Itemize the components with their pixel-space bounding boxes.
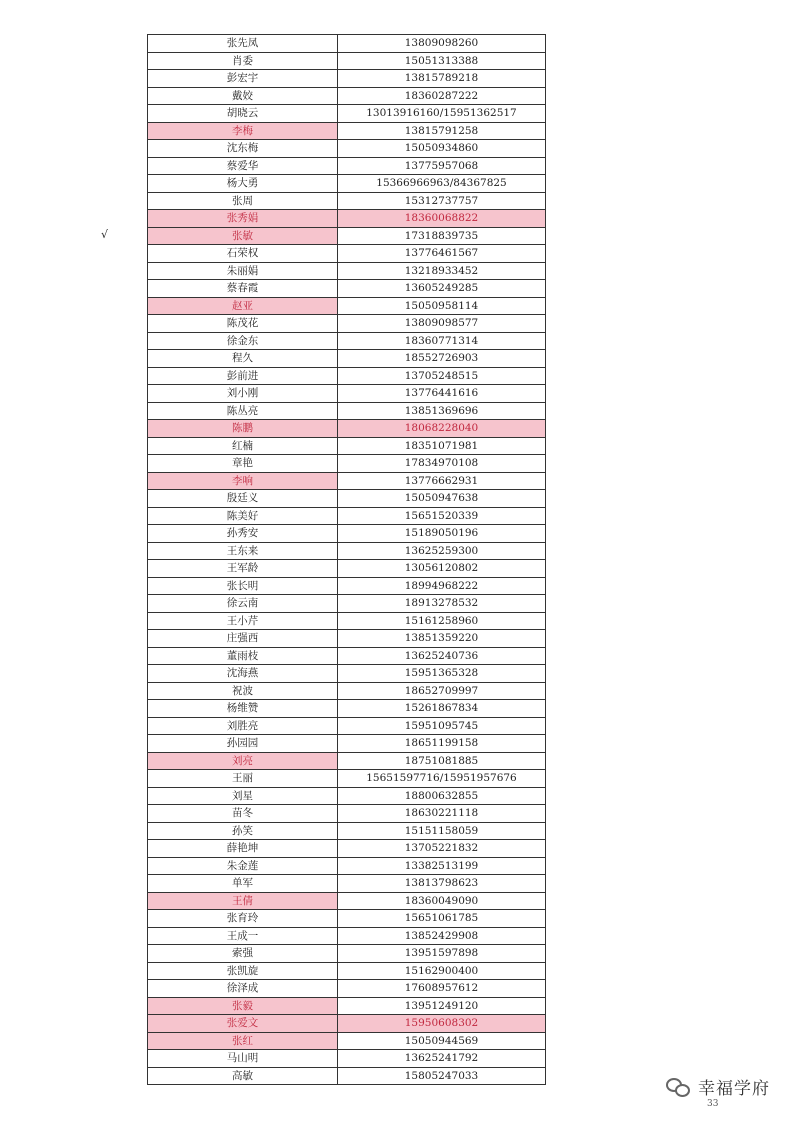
name-cell: 陈丛亮 xyxy=(148,402,338,420)
phone-cell: 18351071981 xyxy=(338,437,546,455)
phone-cell: 15189050196 xyxy=(338,525,546,543)
page-number: 33 xyxy=(707,1099,719,1109)
name-cell: 索强 xyxy=(148,945,338,963)
table-row xyxy=(148,997,546,1015)
name-cell: 孙园园 xyxy=(148,735,338,753)
phone-cell: 15051313388 xyxy=(338,52,546,70)
phone-cell: 18751081885 xyxy=(338,752,546,770)
table-row xyxy=(148,805,546,823)
phone-cell: 13705221832 xyxy=(338,840,546,858)
phone-cell: 18360049090 xyxy=(338,892,546,910)
phone-cell: 18068228040 xyxy=(338,420,546,438)
table-row xyxy=(148,105,546,123)
phone-cell: 13056120802 xyxy=(338,560,546,578)
name-cell: 刘小刚 xyxy=(148,385,338,403)
table-row xyxy=(148,192,546,210)
name-cell: 彭前进 xyxy=(148,367,338,385)
phone-cell: 18630221118 xyxy=(338,805,546,823)
phone-cell: 13218933452 xyxy=(338,262,546,280)
phone-cell: 18360287222 xyxy=(338,87,546,105)
table-row xyxy=(148,157,546,175)
phone-cell: 13776441616 xyxy=(338,385,546,403)
name-cell: 张育玲 xyxy=(148,910,338,928)
table-row xyxy=(148,210,546,228)
phone-cell: 15151158059 xyxy=(338,822,546,840)
name-cell: 王小芹 xyxy=(148,612,338,630)
contact-table-body xyxy=(148,35,546,1085)
table-row xyxy=(148,840,546,858)
name-cell: 赵亚 xyxy=(148,297,338,315)
phone-cell: 15651520339 xyxy=(338,507,546,525)
phone-cell: 15050958114 xyxy=(338,297,546,315)
table-row xyxy=(148,455,546,473)
phone-cell: 13813798623 xyxy=(338,875,546,893)
table-row xyxy=(148,875,546,893)
table-row xyxy=(148,490,546,508)
brand-name: 幸福学府 xyxy=(698,1079,770,1099)
name-cell: 王军龄 xyxy=(148,560,338,578)
phone-cell: 13851359220 xyxy=(338,630,546,648)
table-row xyxy=(148,717,546,735)
table-row xyxy=(148,647,546,665)
phone-cell: 13776461567 xyxy=(338,245,546,263)
phone-cell: 13382513199 xyxy=(338,857,546,875)
table-row xyxy=(148,577,546,595)
name-cell: 刘星 xyxy=(148,787,338,805)
table-row xyxy=(148,1050,546,1068)
phone-cell: 15050947638 xyxy=(338,490,546,508)
table-row xyxy=(148,980,546,998)
name-cell: 石荣权 xyxy=(148,245,338,263)
phone-cell: 18913278532 xyxy=(338,595,546,613)
name-cell: 孙秀安 xyxy=(148,525,338,543)
phone-cell: 13625240736 xyxy=(338,647,546,665)
table-row xyxy=(148,297,546,315)
name-cell: 章艳 xyxy=(148,455,338,473)
phone-cell: 15312737757 xyxy=(338,192,546,210)
table-row xyxy=(148,560,546,578)
table-row xyxy=(148,735,546,753)
table-row xyxy=(148,350,546,368)
name-cell: 张爱文 xyxy=(148,1015,338,1033)
phone-cell: 15950608302 xyxy=(338,1015,546,1033)
name-cell: 肖委 xyxy=(148,52,338,70)
table-row xyxy=(148,682,546,700)
phone-cell: 13815789218 xyxy=(338,70,546,88)
table-row xyxy=(148,315,546,333)
table-row xyxy=(148,700,546,718)
name-cell: 徐金东 xyxy=(148,332,338,350)
phone-cell: 15161258960 xyxy=(338,612,546,630)
phone-cell: 13851369696 xyxy=(338,402,546,420)
phone-cell: 18994968222 xyxy=(338,577,546,595)
phone-cell: 13852429908 xyxy=(338,927,546,945)
name-cell: 张红 xyxy=(148,1032,338,1050)
phone-cell: 13605249285 xyxy=(338,280,546,298)
name-cell: 蔡爱华 xyxy=(148,157,338,175)
name-cell: 薛艳坤 xyxy=(148,840,338,858)
name-cell: 徐云南 xyxy=(148,595,338,613)
table-row xyxy=(148,630,546,648)
name-cell: 戴姣 xyxy=(148,87,338,105)
phone-cell: 15651061785 xyxy=(338,910,546,928)
name-cell: 张秀娟 xyxy=(148,210,338,228)
name-cell: 陈鹏 xyxy=(148,420,338,438)
table-row xyxy=(148,262,546,280)
name-cell: 董雨枝 xyxy=(148,647,338,665)
name-cell: 陈茂花 xyxy=(148,315,338,333)
table-row xyxy=(148,332,546,350)
phone-cell: 17834970108 xyxy=(338,455,546,473)
phone-cell: 15162900400 xyxy=(338,962,546,980)
phone-cell: 13625259300 xyxy=(338,542,546,560)
table-row xyxy=(148,52,546,70)
table-row xyxy=(148,437,546,455)
table-row xyxy=(148,367,546,385)
phone-cell: 13013916160/15951362517 xyxy=(338,105,546,123)
name-cell: 红楠 xyxy=(148,437,338,455)
name-cell: 高敏 xyxy=(148,1067,338,1085)
table-row xyxy=(148,1015,546,1033)
phone-cell: 18552726903 xyxy=(338,350,546,368)
table-row xyxy=(148,770,546,788)
phone-cell: 15261867834 xyxy=(338,700,546,718)
phone-cell: 17318839735 xyxy=(338,227,546,245)
name-cell: 徐泽成 xyxy=(148,980,338,998)
table-row xyxy=(148,892,546,910)
name-cell: 李响 xyxy=(148,472,338,490)
name-cell: 张敏 xyxy=(148,227,338,245)
phone-cell: 13775957068 xyxy=(338,157,546,175)
phone-cell: 15651597716/15951957676 xyxy=(338,770,546,788)
name-cell: 王成一 xyxy=(148,927,338,945)
phone-cell: 15050944569 xyxy=(338,1032,546,1050)
table-row xyxy=(148,595,546,613)
table-row xyxy=(148,1067,546,1085)
name-cell: 王东来 xyxy=(148,542,338,560)
table-row xyxy=(148,822,546,840)
name-cell: 程久 xyxy=(148,350,338,368)
phone-cell: 13951597898 xyxy=(338,945,546,963)
phone-cell: 17608957612 xyxy=(338,980,546,998)
name-cell: 马山明 xyxy=(148,1050,338,1068)
table-row xyxy=(148,175,546,193)
phone-cell: 13776662931 xyxy=(338,472,546,490)
phone-cell: 15805247033 xyxy=(338,1067,546,1085)
phone-cell: 15366966963/84367825 xyxy=(338,175,546,193)
phone-cell: 18800632855 xyxy=(338,787,546,805)
phone-cell: 13705248515 xyxy=(338,367,546,385)
name-cell: 殷廷义 xyxy=(148,490,338,508)
name-cell: 杨大勇 xyxy=(148,175,338,193)
table-row xyxy=(148,857,546,875)
phone-cell: 18360068822 xyxy=(338,210,546,228)
name-cell: 沈海燕 xyxy=(148,665,338,683)
table-row xyxy=(148,612,546,630)
table-row xyxy=(148,280,546,298)
name-cell: 王丽 xyxy=(148,770,338,788)
table-row xyxy=(148,1032,546,1050)
table-row xyxy=(148,35,546,53)
wechat-logo-icon xyxy=(666,1076,692,1098)
name-cell: 刘亮 xyxy=(148,752,338,770)
phone-cell: 15951095745 xyxy=(338,717,546,735)
table-row xyxy=(148,945,546,963)
phone-cell: 15050934860 xyxy=(338,140,546,158)
phone-cell: 13625241792 xyxy=(338,1050,546,1068)
phone-cell: 18360771314 xyxy=(338,332,546,350)
phone-cell: 13809098577 xyxy=(338,315,546,333)
name-cell: 刘胜亮 xyxy=(148,717,338,735)
table-row xyxy=(148,227,546,245)
phone-cell: 18652709997 xyxy=(338,682,546,700)
name-cell: 祝波 xyxy=(148,682,338,700)
name-cell: 朱丽娟 xyxy=(148,262,338,280)
name-cell: 张长明 xyxy=(148,577,338,595)
name-cell: 陈美好 xyxy=(148,507,338,525)
table-row xyxy=(148,787,546,805)
check-mark: √ xyxy=(101,228,109,241)
table-row xyxy=(148,70,546,88)
name-cell: 彭宏宇 xyxy=(148,70,338,88)
name-cell: 张先凤 xyxy=(148,35,338,53)
name-cell: 李梅 xyxy=(148,122,338,140)
name-cell: 庄强西 xyxy=(148,630,338,648)
name-cell: 沈东梅 xyxy=(148,140,338,158)
table-row xyxy=(148,962,546,980)
name-cell: 苗冬 xyxy=(148,805,338,823)
name-cell: 单军 xyxy=(148,875,338,893)
table-row xyxy=(148,402,546,420)
table-row xyxy=(148,385,546,403)
phone-cell: 13815791258 xyxy=(338,122,546,140)
name-cell: 胡晓云 xyxy=(148,105,338,123)
table-row xyxy=(148,140,546,158)
phone-cell: 13951249120 xyxy=(338,997,546,1015)
name-cell: 王倩 xyxy=(148,892,338,910)
name-cell: 蔡春霞 xyxy=(148,280,338,298)
table-row xyxy=(148,525,546,543)
phone-cell: 18651199158 xyxy=(338,735,546,753)
table-row xyxy=(148,752,546,770)
name-cell: 孙笑 xyxy=(148,822,338,840)
table-row xyxy=(148,665,546,683)
contact-table xyxy=(147,34,546,1085)
table-row xyxy=(148,542,546,560)
name-cell: 张毅 xyxy=(148,997,338,1015)
table-row xyxy=(148,910,546,928)
table-row xyxy=(148,122,546,140)
name-cell: 杨维赞 xyxy=(148,700,338,718)
phone-cell: 13809098260 xyxy=(338,35,546,53)
name-cell: 朱金莲 xyxy=(148,857,338,875)
table-row xyxy=(148,245,546,263)
phone-cell: 15951365328 xyxy=(338,665,546,683)
name-cell: 张周 xyxy=(148,192,338,210)
footer-watermark xyxy=(666,1074,770,1099)
name-cell: 张凯旋 xyxy=(148,962,338,980)
table-row xyxy=(148,472,546,490)
table-row xyxy=(148,927,546,945)
table-row xyxy=(148,420,546,438)
table-row xyxy=(148,507,546,525)
table-row xyxy=(148,87,546,105)
